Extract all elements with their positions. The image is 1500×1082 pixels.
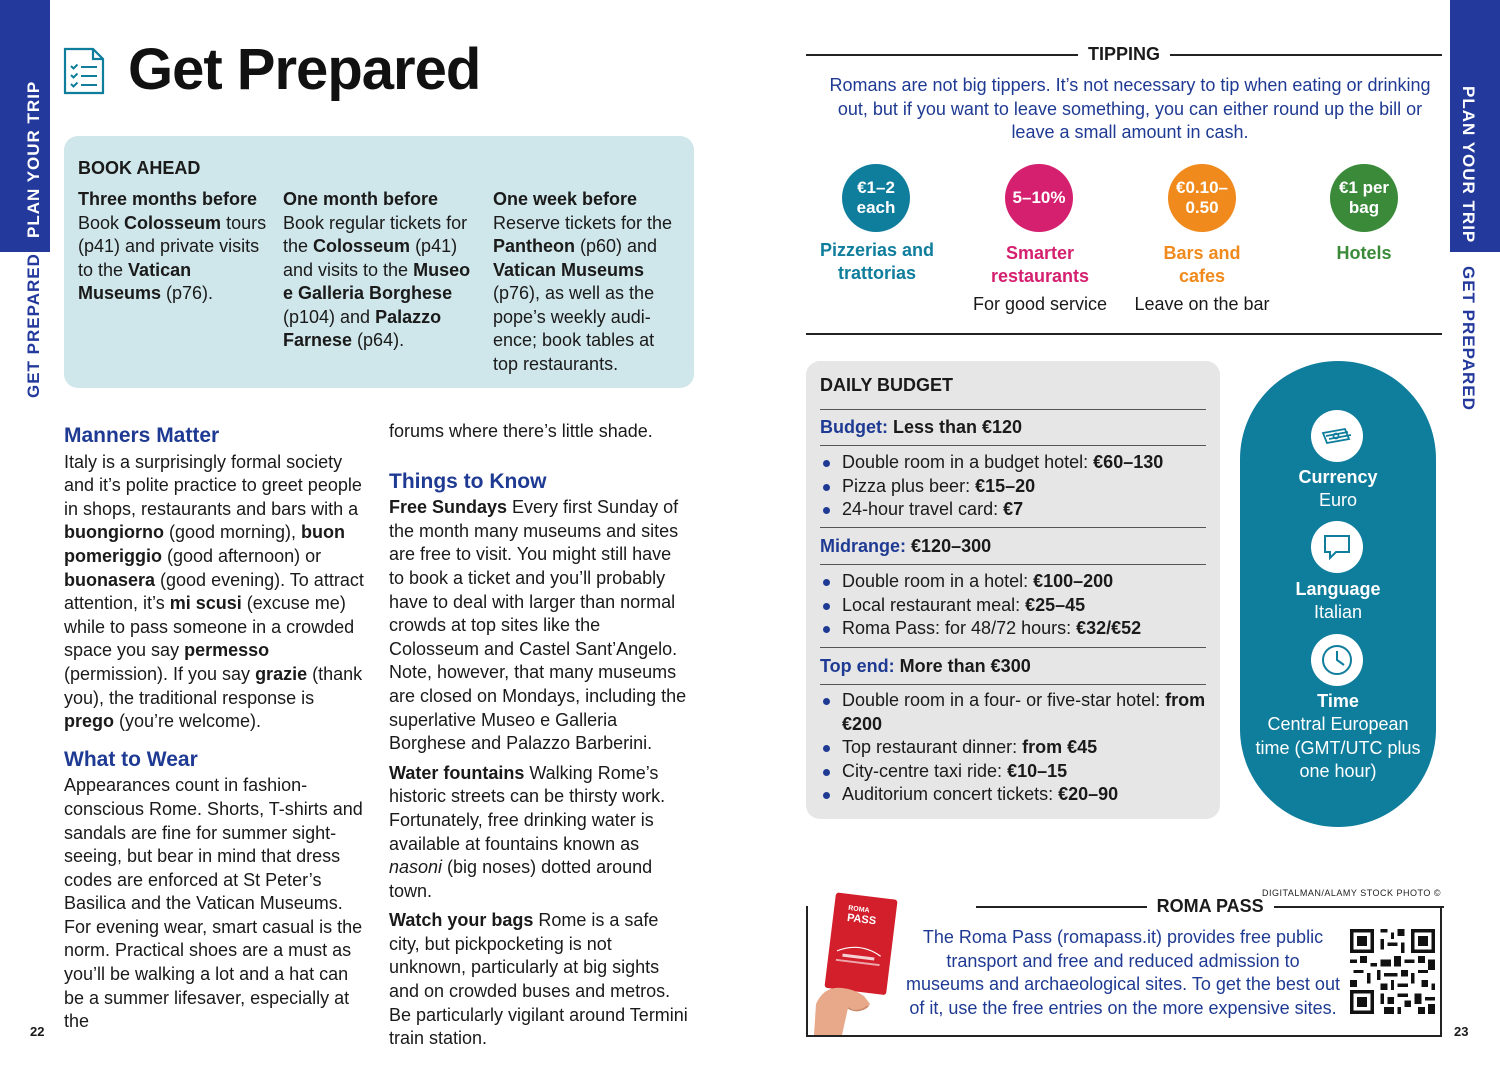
book-bold: Pantheon — [493, 236, 576, 256]
fact-value-language: Italian — [1313, 602, 1363, 622]
speech-bubble-icon — [1311, 521, 1363, 573]
budget-item: Top restaurant dinner: from €45 — [820, 736, 1210, 760]
tip-amount-pizzerias: €1–2 each — [842, 164, 910, 232]
page-title: Get Prepared — [128, 37, 481, 102]
budget-item: City-centre taxi ride: €10–15 — [820, 760, 1210, 784]
book-bold: Vatican Museums — [78, 259, 192, 303]
budget-divider — [820, 684, 1206, 685]
book-lead: Three months before — [78, 189, 258, 209]
budget-heading: DAILY BUDGET — [820, 375, 954, 395]
rule-line — [806, 54, 1078, 56]
things-item-free-sundays: Free Sundays Every first Sunday of the month many museums and sites are free to visit. You might still have to book a ticket and you’ll probably have to deal with larger than normal crowds at top sites like the Colosseum and Castel Sant’Angelo. Note, however, that many museums are closed on Mondays, including the superlative Museo e Galleria Borghese and Palazzo Barberini. — [389, 497, 687, 754]
rule-line — [1274, 906, 1444, 908]
tip-amount-bars: €0.10–0.50 — [1168, 164, 1236, 232]
book-text: Book regular tickets for the — [283, 212, 468, 256]
book-ahead-box — [64, 136, 694, 388]
budget-item: Pizza plus beer: €15–20 — [820, 475, 1210, 499]
book-text: (p60) and — [575, 236, 658, 256]
side-tab-get-prepared-right: GET PREPARED — [1459, 266, 1478, 411]
tip-note-bars: Leave on the bar — [1134, 294, 1270, 314]
fact-value-time: Central European time (GMT/UTC plus one hour) — [1255, 714, 1421, 782]
daily-budget-box — [806, 361, 1220, 819]
book-text: Book — [78, 212, 125, 233]
page-number-right: 23 — [1454, 1024, 1469, 1039]
wear-text: Appearances count in fashion-conscious Rome. Shorts, T-shirts and sandals are fine for summer sightseeing, but bear in mind that dress codes are enforced at St Peter’s Basilica and the Vatican Museums. For evening wear, smart casual is the norm. Practical shoes are a must as you’ll be walking a lot and a hat can be a summer lifesaver, especially at the — [64, 775, 363, 1032]
card-pass-text: PASS — [846, 911, 877, 928]
things-item-water-fountains: Water fountains Walking Rome’s historic streets can be thirsty work. Fortunately, free drinking water is available at fountains known as nasoni (big noses) dotted around town. — [389, 762, 666, 901]
tipping-header — [806, 44, 1442, 65]
budget-divider — [820, 409, 1206, 410]
tipping-intro: Romans are not big tippers. It’s not necessary to tip when eating or drinking out, but if you want to leave something, you can either round up the bill or leave a small amount in cash. — [829, 75, 1431, 142]
book-text: (p76). — [161, 283, 214, 303]
left-column — [64, 424, 366, 1040]
tip-place-hotels: Hotels — [1336, 243, 1392, 263]
tipping-bottom-rule — [806, 333, 1442, 335]
book-text: tours (p41) and private visits to the — [78, 212, 267, 280]
banknotes-icon — [1311, 410, 1363, 462]
card-roma-text: ROMA — [847, 904, 870, 915]
side-tab-get-prepared-left: GET PREPARED — [24, 253, 43, 398]
book-text: (p104) and — [283, 306, 376, 327]
budget-divider — [820, 647, 1206, 648]
budget-divider — [820, 445, 1206, 446]
book-bold: Palazzo Farnese — [283, 306, 442, 350]
budget-divider — [820, 564, 1206, 565]
roma-pass-text: The Roma Pass (romapass.it) provides free public transport and free and reduced admission to museums and archaeological sites. To get the best out of it, use the free entries on the more expensive sites. — [906, 927, 1340, 1018]
quick-facts-pill — [1240, 361, 1436, 827]
fact-label-currency: Currency — [1298, 467, 1378, 487]
book-lead: One week before — [493, 189, 638, 209]
side-tab-plan-your-trip-left: PLAN YOUR TRIP — [24, 80, 43, 238]
budget-item: Double room in a four- or five-star hotel: from €200 — [820, 689, 1210, 736]
book-bold: Colosseum — [313, 236, 411, 256]
budget-list-budget — [820, 451, 1210, 522]
tipping-heading: TIPPING — [1088, 44, 1161, 64]
budget-item: Auditorium concert tickets: €20–90 — [820, 783, 1210, 807]
tip-note-restaurants: For good service — [972, 294, 1108, 314]
budget-item: Double room in a hotel: €100–200 — [820, 570, 1210, 594]
rule-line — [976, 906, 1146, 908]
book-bold: Vatican Museums — [493, 259, 645, 280]
roma-pass-heading: ROMA PASS — [1156, 896, 1264, 916]
middle-column — [389, 420, 691, 1057]
book-ahead-heading: BOOK AHEAD — [78, 158, 201, 178]
roma-pass-card-image — [808, 892, 906, 1035]
page-number-left: 22 — [30, 1024, 45, 1039]
budget-tier-top-end: Top end: More than €300 — [820, 656, 1031, 676]
budget-item: Roma Pass: for 48/72 hours: €32/€52 — [820, 617, 1210, 641]
tip-place-pizzerias: Pizzerias and trattorias — [819, 240, 935, 283]
photo-credit: DIGITALMAN/ALAMY STOCK PHOTO © — [1262, 888, 1441, 898]
wear-heading: What to Wear — [64, 747, 198, 771]
checklist-icon — [62, 46, 106, 96]
wear-text-continued: forums where there’s little shade. — [389, 421, 653, 441]
things-heading: Things to Know — [389, 469, 547, 493]
book-text: (p41) and visits to the — [283, 236, 458, 280]
tip-amount-hotels: €1 per bag — [1330, 164, 1398, 232]
book-ahead-one-week — [493, 188, 683, 376]
budget-item: Local restaurant meal: €25–45 — [820, 594, 1210, 618]
fact-label-language: Language — [1295, 579, 1381, 599]
budget-item: 24-hour travel card: €7 — [820, 498, 1210, 522]
book-bold: Colosseum — [124, 212, 222, 233]
book-ahead-three-months — [78, 188, 268, 306]
budget-divider — [820, 527, 1206, 528]
budget-tier-midrange: Midrange: €120–300 — [820, 536, 992, 556]
clock-icon — [1311, 634, 1363, 686]
book-text: (p76), as well as the pope’s weekly audience; book tables at top restaurants. — [493, 283, 655, 374]
side-tab-plan-your-trip-right: PLAN YOUR TRIP — [1459, 86, 1478, 244]
qr-code[interactable] — [1350, 929, 1435, 1014]
fact-value-currency: Euro — [1318, 490, 1358, 510]
book-lead: One month before — [283, 189, 439, 209]
tip-amount-restaurants: 5–10% — [1005, 164, 1073, 232]
budget-item: Double room in a budget hotel: €60–130 — [820, 451, 1210, 475]
budget-list-top-end — [820, 689, 1210, 807]
book-ahead-one-month — [283, 188, 479, 353]
budget-list-midrange — [820, 570, 1210, 641]
manners-heading: Manners Matter — [64, 424, 220, 447]
tip-place-bars: Bars and cafes — [1163, 243, 1241, 286]
book-text: (p64). — [352, 330, 405, 350]
rule-line — [1170, 54, 1442, 56]
book-bold: Museo e Galleria Borghese — [283, 259, 471, 303]
fact-label-time: Time — [1317, 691, 1359, 711]
book-text: Reserve tickets for the — [493, 212, 673, 233]
budget-tier-budget: Budget: Less than €120 — [820, 417, 1023, 437]
manners-text: Italy is a surprisingly formal society and it’s polite practice to greet people in shops, restaurants and bars with a buongiorno (good morning), buon pomeriggio (good afternoon) or buonasera (good evening). To attract attention, it’s mi scusi (excuse me) while to pass someone in a crowded space you say permesso (permission). If you say grazie (thank you), the traditional response is prego (you’re welcome). — [64, 451, 364, 732]
things-item-watch-bags: Watch your bags Rome is a safe city, but pickpocketing is not unknown, particularly at big sights and on crowded buses and metros. Be particularly vigilant around Termini train station. — [389, 910, 688, 1049]
tip-place-restaurants: Smarter restaurants — [990, 243, 1090, 286]
